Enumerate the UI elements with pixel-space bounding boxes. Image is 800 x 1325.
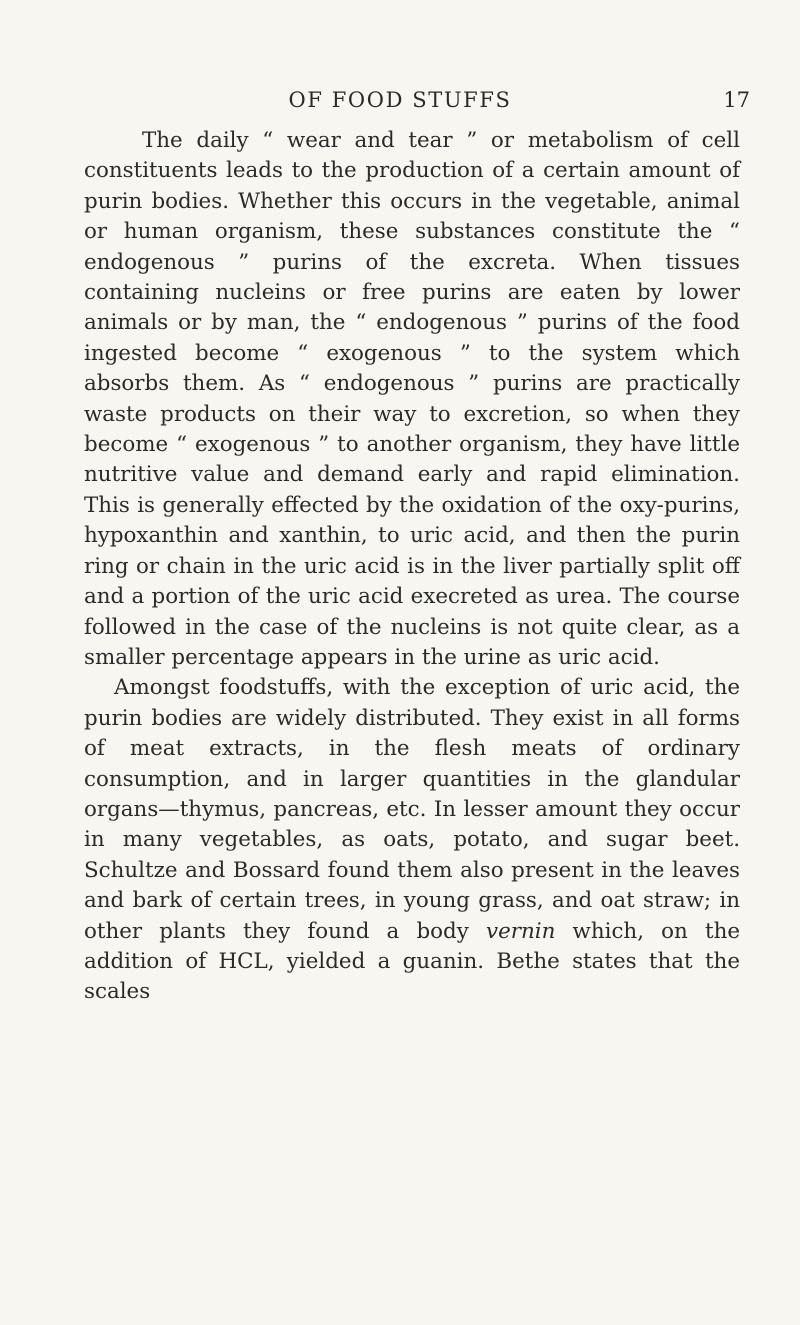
running-title: OF FOOD STUFFS [288, 88, 512, 112]
italic-term-vernin: vernin [485, 918, 556, 944]
paragraph-purin-metabolism: The daily “ wear and tear ” or metabolism of cell constituents leads to the production of a certain amount of purin bodies. Whether this occurs in the vegetable, animal or human organism, these substances constitute the “ endogenous ” purins of the excreta. When tissues containing nucleins or free purins are eaten by lower animals or by man, the “ endogenous ” purins of the food ingested become “ exogenous ” to the system which absorbs them. As “ endogenous ” purins are practically waste products on their way to excretion, so when they become “ exogenous ” to another organism, they have little nutritive value and demand early and rapid elimination. This is generally effected by the oxidation of the oxy-purins, hypoxanthin and xanthin, to uric acid, and then the purin ring or chain in the uric acid is in the liver partially split off and a portion of the uric acid execreted as urea. The course followed in the case of the nucleins is not quite clear, as a smaller percentage appears in the urine as uric acid. [84, 128, 740, 670]
page-number: 17 [723, 88, 750, 112]
running-head [0, 88, 800, 118]
body-text [84, 126, 740, 1008]
paragraph-text-part: Amongst foodstuffs, with the exception of uric acid, the purin bodies are widely distributed. They exist in all forms of meat extracts, in the flesh meats of ordinary consumption, and in larger quantities in the glandular organs—thymus, pancreas, etc. In lesser amount they occur in many vegetables, as oats, potato, and sugar beet. Schultze and Bossard found them also present in the leaves and bark of certain trees, in young grass, and oat straw; in other plants they found a body [84, 675, 740, 944]
paragraph-purin-distribution [84, 673, 740, 1007]
paragraph-text-part: which, on the addition of HCL, yielded a guanin. Bethe states that the scales [84, 918, 740, 1005]
